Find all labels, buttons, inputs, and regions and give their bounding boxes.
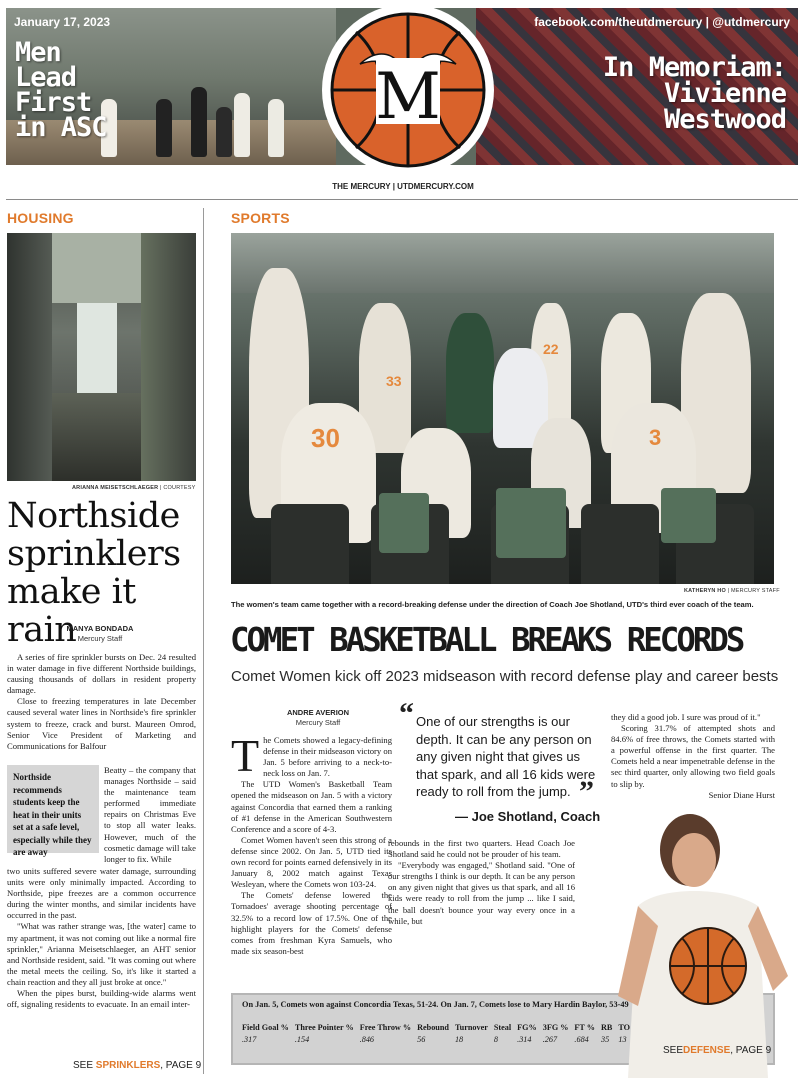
sports-column-2: rebounds in the first two quarters. Head Coach Joe Shotland said he could not be prouder of his team. "Everybody was engaged," Shotland said. "One of our strengths I think is our depth. It can be any person on any given night that gives us that spark, and all 16 kids were ready to roll from the jump ... like I said, the ball doesn't bounce your way every once in a while, but [388, 838, 575, 926]
sports-photo-caption: The women's team came together with a record-breaking defense under the direction of Coach Joe Shotland, UTD's third ever coach of the team. [231, 600, 754, 609]
player-face [672, 833, 716, 887]
logo-letter: M [375, 60, 441, 134]
stat-column: 3FG % .267 [542, 1023, 569, 1044]
dribbling-player-photo [598, 806, 798, 1078]
housing-section-label: HOUSING [7, 210, 74, 226]
sports-photo-credit: KATHERYN HO | MERCURY STAFF [684, 588, 780, 594]
stat-column: Three Pointer % .154 [294, 1023, 354, 1044]
pull-quote-attribution: — Joe Shotland, Coach [455, 809, 601, 824]
sports-column-1: The Comets showed a legacy-defining defense in their midseason victory on Jan. 5 before arriving to a neck-to-neck loss on Jan. 7. The UTD Women's Basketball Team opened the midseason on Jan. 5 with a victory against Concordia that earned them a ranking of #1 defense in the American Southwestern Conference and a score of 4-3. Comet Women haven't seen this strong of a defense since 2002. On Jan. 5, UTD tied its own record for points earned defensively in its January 8, 2002 match against Texas Wesleyan, where the Comets won 103-24. The Comets' defense lowered the Tornadoes' average shooting percentage of 32.5% to a record low of 17.5%. One of the highlight players for the Comets' defense comes from freshman Kyra Samuels, who made six season-best [231, 730, 392, 956]
hallway-photo [7, 233, 196, 481]
housing-headline: Northside sprinklers make it rain [7, 496, 181, 650]
jersey-number: 33 [386, 373, 402, 389]
issue-date: January 17, 2023 [14, 15, 111, 29]
masthead-rule [6, 199, 798, 200]
team-huddle-photo [231, 233, 774, 584]
stats-table [242, 1023, 658, 1044]
sports-column-3: they did a good job. I sure was proud of it." Scoring 31.7% of attempted shots and 84.6% of free throws, the Comets started with a powerful offense in the first quarter. The Comets held a near impenetrable defense in the sec third quarter, only allowing two field goals to slip by. Senior Diane Hurst [611, 712, 775, 800]
sports-byline: ANDRE AVERION Mercury Staff [286, 708, 350, 727]
stat-column: Free Throw % .846 [359, 1023, 412, 1044]
jersey-number: 30 [311, 423, 340, 453]
close-quote-icon: ” [579, 775, 594, 808]
masthead-teaser-right: In Memoriam: Vivienne Westwood [602, 52, 786, 135]
sports-headline: COMET BASKETBALL BREAKS RECORDS [230, 620, 743, 659]
housing-body-top: A series of fire sprinkler bursts on Dec. 24 resulted in water damage in five different Northside buildings, causing thousands of dollars in resident property damage. Close to freezing temperatures in late December caused several water lines in Northside's fire sprinkler system to freeze, crack and burst. Maureen Omrod, Senior Vice President of Marketing and Communications for Balfour [7, 652, 196, 751]
stat-column: Turnover 18 [454, 1023, 488, 1044]
open-quote-icon: “ [399, 697, 414, 730]
stat-column: Field Goal % .317 [242, 1023, 289, 1044]
jersey-number: 3 [649, 425, 662, 450]
housing-byline: MANYA BONDADA Mercury Staff [66, 624, 134, 643]
jersey-number: 22 [543, 341, 559, 357]
mercury-logo [320, 2, 496, 178]
housing-body-wrap: Beatty – the company that manages Northside – said the maintenance team performed immediate repairs on Christmas Eve to stop all water leaks. However, much of the cosmetic damage will take longer to fix. While [104, 765, 196, 864]
stat-column: Steal 8 [493, 1023, 512, 1044]
stat-column: RB 35 [600, 1023, 613, 1044]
sports-section-label: SPORTS [231, 210, 290, 226]
housing-pull-quote: Northside recommends students keep the heat in their units set at a safe level, especially while they are away [7, 765, 99, 853]
pull-quote-text: One of our strengths is our depth. It can be any person on any given night that gives us that spark, and all 16 kids were ready to roll from the jump. [416, 714, 596, 799]
stats-title: On Jan. 5, Comets won against Concordia Texas, 51-24. On Jan. 7, Comets lose to Mary Hardin Baylor, 53-49 [242, 1000, 629, 1009]
social-handles: facebook.com/theutdmercury | @utdmercury [534, 15, 790, 29]
see-defense-jump[interactable]: SEEDEFENSE, PAGE 9 [663, 1045, 772, 1056]
sports-deck: Comet Women kick off 2023 midseason with record defense play and career bests [231, 668, 779, 685]
stat-column: FT % .684 [574, 1023, 595, 1044]
see-sprinklers-jump[interactable]: SEE SPRINKLERS, PAGE 9 [73, 1060, 202, 1071]
housing-photo-credit: ARIANNA MEISETSCHLAEGER | COURTESY [72, 485, 196, 491]
drop-cap: T [231, 730, 260, 781]
housing-body-bottom: two units suffered severe water damage, surrounding units were only minimally impacted. According to Northside, pipe freezes are a common occurrence during the winter months, and similar incidents have occurred in the past. "What was rather strange was, [the water] came to my apartment, it was not coming out like a normal fire sprinkler," Arianna Meisetschlaeger, an AHT senior and Northside resident, said. "It was coming out where the metal meets the ceiling. So, it's like it started a chain reaction and they all just broke at once." When the pipes burst, building-wide alarms went off, signaling residents to evacuate. In an email inter- [7, 866, 196, 1010]
stat-column: TO 13 [618, 1023, 631, 1044]
stat-column: Rebound 56 [417, 1023, 449, 1044]
masthead-subline: THE MERCURY | UTDMERCURY.COM [332, 182, 474, 191]
masthead-teaser-left: Men Lead First in ASC [15, 37, 107, 143]
column-divider [203, 208, 204, 1074]
stat-column: FG% .314 [517, 1023, 537, 1044]
